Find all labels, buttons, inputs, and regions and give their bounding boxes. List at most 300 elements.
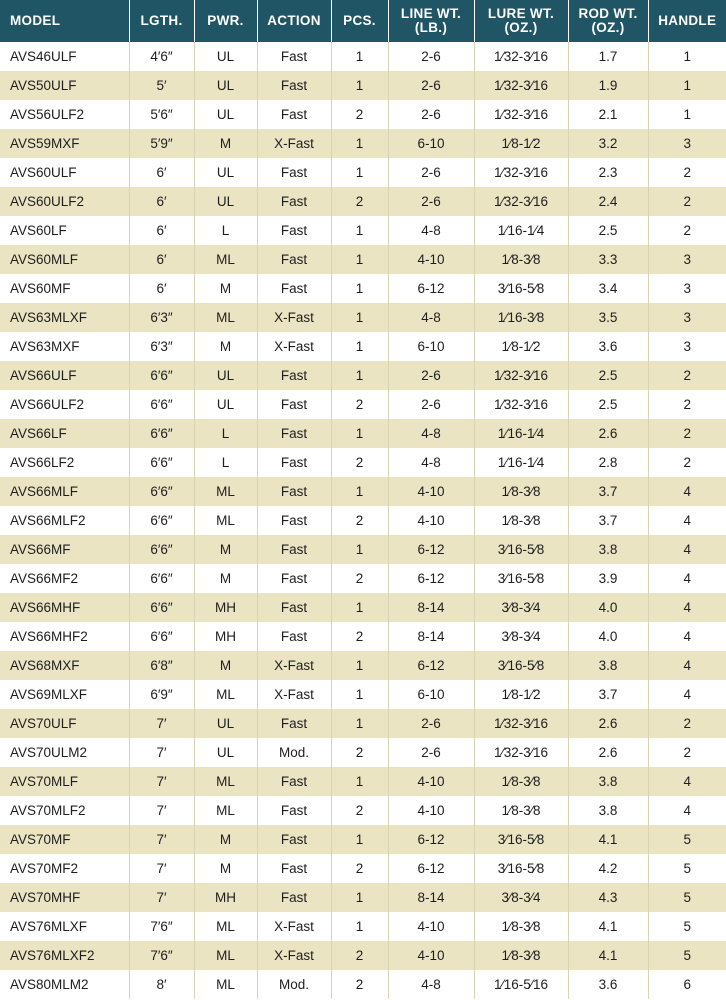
cell-pieces: 1 <box>331 593 388 622</box>
cell-rod-weight: 3.8 <box>568 651 648 680</box>
cell-lure-weight: 1⁄16-1⁄4 <box>474 216 568 245</box>
cell-line-weight: 8-14 <box>388 593 474 622</box>
cell-rod-weight: 3.3 <box>568 245 648 274</box>
cell-length: 7′6″ <box>129 912 194 941</box>
cell-rod-weight: 3.9 <box>568 564 648 593</box>
cell-action: Fast <box>257 854 331 883</box>
cell-power: M <box>194 129 257 158</box>
cell-length: 5′6″ <box>129 100 194 129</box>
cell-length: 6′ <box>129 187 194 216</box>
cell-line-weight: 8-14 <box>388 883 474 912</box>
cell-line-weight: 2-6 <box>388 709 474 738</box>
cell-rod-weight: 1.9 <box>568 71 648 100</box>
cell-action: Fast <box>257 187 331 216</box>
cell-line-weight: 6-12 <box>388 825 474 854</box>
table-row <box>0 593 726 622</box>
cell-power: M <box>194 854 257 883</box>
cell-model: AVS70ULF <box>0 709 129 738</box>
cell-power: ML <box>194 477 257 506</box>
cell-action: X-Fast <box>257 941 331 970</box>
cell-pieces: 2 <box>331 100 388 129</box>
cell-lure-weight: 1⁄8-3⁄8 <box>474 477 568 506</box>
cell-handle: 2 <box>683 165 691 180</box>
cell-action: Fast <box>257 506 331 535</box>
cell-length: 6′6″ <box>129 361 194 390</box>
cell-lure-weight: 3⁄16-5⁄8 <box>474 564 568 593</box>
header-action: ACTION <box>257 0 331 42</box>
header-pieces: PCS. <box>331 0 388 42</box>
cell-line-weight: 2-6 <box>388 361 474 390</box>
cell-line-weight: 4-10 <box>388 912 474 941</box>
table-row <box>0 970 726 999</box>
cell-rod-weight: 2.5 <box>568 361 648 390</box>
cell-line-weight: 4-8 <box>388 970 474 999</box>
cell-model: AVS69MLXF <box>0 680 129 709</box>
cell-length: 6′9″ <box>129 680 194 709</box>
cell-line-weight: 4-10 <box>388 245 474 274</box>
cell-length: 6′8″ <box>129 651 194 680</box>
table-row <box>0 941 726 970</box>
cell-handle: 2 <box>683 745 691 760</box>
cell-model: AVS66MF <box>0 535 129 564</box>
cell-handle: 5 <box>683 890 691 905</box>
table-row <box>0 419 726 448</box>
cell-length: 6′3″ <box>129 303 194 332</box>
cell-power: UL <box>194 100 257 129</box>
cell-pieces: 2 <box>331 970 388 999</box>
cell-pieces: 2 <box>331 738 388 767</box>
cell-pieces: 2 <box>331 854 388 883</box>
cell-pieces: 1 <box>331 129 388 158</box>
cell-model: AVS76MLXF <box>0 912 129 941</box>
cell-rod-weight: 2.6 <box>568 738 648 767</box>
table-row <box>0 129 726 158</box>
header-rod-weight: ROD WT. (OZ.) <box>568 0 648 42</box>
cell-rod-weight: 3.6 <box>568 332 648 361</box>
cell-action: X-Fast <box>257 680 331 709</box>
cell-handle: 4 <box>683 600 691 615</box>
cell-handle: 4 <box>683 542 691 557</box>
cell-lure-weight: 1⁄32-3⁄16 <box>474 709 568 738</box>
table-row <box>0 390 726 419</box>
table-row <box>0 303 726 332</box>
cell-pieces: 1 <box>331 680 388 709</box>
cell-lure-weight: 1⁄16-1⁄4 <box>474 419 568 448</box>
cell-rod-weight: 3.7 <box>568 477 648 506</box>
cell-action: Fast <box>257 100 331 129</box>
cell-action: X-Fast <box>257 651 331 680</box>
cell-rod-weight: 4.1 <box>568 912 648 941</box>
cell-line-weight: 4-8 <box>388 448 474 477</box>
cell-action: Mod. <box>257 970 331 999</box>
cell-length: 6′6″ <box>129 564 194 593</box>
cell-lure-weight: 1⁄32-3⁄16 <box>474 187 568 216</box>
cell-handle: 4 <box>683 774 691 789</box>
cell-lure-weight: 1⁄32-3⁄16 <box>474 42 568 71</box>
cell-handle: 2 <box>683 397 691 412</box>
table-row <box>0 651 726 680</box>
cell-model: AVS63MLXF <box>0 303 129 332</box>
cell-length: 7′ <box>129 883 194 912</box>
cell-handle: 5 <box>683 861 691 876</box>
table-row <box>0 854 726 883</box>
cell-power: ML <box>194 970 257 999</box>
cell-rod-weight: 2.8 <box>568 448 648 477</box>
cell-pieces: 1 <box>331 709 388 738</box>
table-row <box>0 274 726 303</box>
cell-handle: 3 <box>683 281 691 296</box>
cell-power: UL <box>194 709 257 738</box>
cell-handle: 4 <box>683 658 691 673</box>
cell-rod-weight: 2.3 <box>568 158 648 187</box>
cell-action: X-Fast <box>257 912 331 941</box>
cell-action: X-Fast <box>257 332 331 361</box>
cell-lure-weight: 1⁄16-5⁄16 <box>474 970 568 999</box>
cell-pieces: 1 <box>331 274 388 303</box>
cell-handle: 2 <box>683 194 691 209</box>
cell-power: UL <box>194 187 257 216</box>
cell-action: X-Fast <box>257 129 331 158</box>
cell-action: Fast <box>257 245 331 274</box>
cell-handle: 2 <box>683 716 691 731</box>
cell-power: UL <box>194 738 257 767</box>
table-row <box>0 245 726 274</box>
cell-power: ML <box>194 796 257 825</box>
cell-pieces: 1 <box>331 767 388 796</box>
table-row <box>0 187 726 216</box>
cell-handle: 4 <box>683 513 691 528</box>
table-row <box>0 622 726 651</box>
cell-power: UL <box>194 71 257 100</box>
table-row <box>0 767 726 796</box>
table-row <box>0 477 726 506</box>
header-handle: HANDLE <box>648 0 726 42</box>
cell-power: L <box>194 419 257 448</box>
cell-power: ML <box>194 941 257 970</box>
table-row <box>0 535 726 564</box>
cell-rod-weight: 2.4 <box>568 187 648 216</box>
cell-pieces: 1 <box>331 535 388 564</box>
cell-length: 7′ <box>129 738 194 767</box>
cell-rod-weight: 3.6 <box>568 970 648 999</box>
cell-lure-weight: 3⁄16-5⁄8 <box>474 274 568 303</box>
cell-pieces: 1 <box>331 477 388 506</box>
cell-pieces: 2 <box>331 187 388 216</box>
cell-power: ML <box>194 245 257 274</box>
cell-length: 6′ <box>129 274 194 303</box>
cell-handle: 4 <box>683 484 691 499</box>
cell-action: Fast <box>257 709 331 738</box>
cell-line-weight: 4-10 <box>388 796 474 825</box>
cell-action: Fast <box>257 535 331 564</box>
cell-action: Fast <box>257 477 331 506</box>
cell-line-weight: 6-12 <box>388 274 474 303</box>
cell-power: UL <box>194 158 257 187</box>
cell-lure-weight: 1⁄32-3⁄16 <box>474 100 568 129</box>
cell-lure-weight: 3⁄16-5⁄8 <box>474 825 568 854</box>
cell-action: Fast <box>257 825 331 854</box>
cell-pieces: 2 <box>331 564 388 593</box>
cell-line-weight: 6-12 <box>388 535 474 564</box>
header-row <box>0 0 726 42</box>
cell-model: AVS66LF <box>0 419 129 448</box>
cell-rod-weight: 3.8 <box>568 535 648 564</box>
cell-pieces: 1 <box>331 883 388 912</box>
cell-rod-weight: 4.1 <box>568 825 648 854</box>
cell-length: 8′ <box>129 970 194 999</box>
cell-handle: 6 <box>683 977 691 992</box>
cell-lure-weight: 1⁄8-3⁄8 <box>474 245 568 274</box>
table-row <box>0 71 726 100</box>
header-line-weight: LINE WT. (LB.) <box>388 0 474 42</box>
cell-length: 6′6″ <box>129 390 194 419</box>
cell-model: AVS50ULF <box>0 71 129 100</box>
cell-model: AVS66MLF <box>0 477 129 506</box>
cell-length: 6′6″ <box>129 506 194 535</box>
cell-action: X-Fast <box>257 303 331 332</box>
cell-power: M <box>194 825 257 854</box>
cell-action: Fast <box>257 42 331 71</box>
cell-model: AVS56ULF2 <box>0 100 129 129</box>
table-row <box>0 796 726 825</box>
cell-length: 6′ <box>129 245 194 274</box>
cell-line-weight: 4-10 <box>388 506 474 535</box>
cell-power: UL <box>194 390 257 419</box>
cell-handle: 3 <box>683 252 691 267</box>
cell-action: Fast <box>257 419 331 448</box>
table-row <box>0 361 726 390</box>
cell-lure-weight: 3⁄8-3⁄4 <box>474 593 568 622</box>
cell-lure-weight: 1⁄32-3⁄16 <box>474 71 568 100</box>
cell-rod-weight: 2.5 <box>568 390 648 419</box>
cell-length: 7′ <box>129 854 194 883</box>
cell-pieces: 1 <box>331 419 388 448</box>
cell-model: AVS70MLF2 <box>0 796 129 825</box>
cell-power: M <box>194 651 257 680</box>
cell-handle: 3 <box>683 310 691 325</box>
cell-line-weight: 4-10 <box>388 477 474 506</box>
cell-lure-weight: 1⁄8-3⁄8 <box>474 941 568 970</box>
cell-length: 7′ <box>129 825 194 854</box>
cell-power: ML <box>194 912 257 941</box>
cell-model: AVS66LF2 <box>0 448 129 477</box>
cell-handle: 4 <box>683 687 691 702</box>
cell-line-weight: 4-10 <box>388 767 474 796</box>
cell-lure-weight: 1⁄8-1⁄2 <box>474 680 568 709</box>
cell-length: 4′6″ <box>129 42 194 71</box>
cell-power: L <box>194 216 257 245</box>
table-row <box>0 216 726 245</box>
cell-rod-weight: 3.4 <box>568 274 648 303</box>
cell-rod-weight: 4.0 <box>568 622 648 651</box>
cell-line-weight: 4-8 <box>388 303 474 332</box>
cell-line-weight: 2-6 <box>388 738 474 767</box>
cell-length: 6′ <box>129 216 194 245</box>
table-row <box>0 680 726 709</box>
cell-lure-weight: 3⁄8-3⁄4 <box>474 622 568 651</box>
cell-lure-weight: 1⁄8-3⁄8 <box>474 912 568 941</box>
cell-lure-weight: 1⁄16-3⁄8 <box>474 303 568 332</box>
cell-length: 7′ <box>129 709 194 738</box>
cell-length: 5′ <box>129 71 194 100</box>
cell-model: AVS70MF <box>0 825 129 854</box>
cell-lure-weight: 1⁄16-1⁄4 <box>474 448 568 477</box>
cell-lure-weight: 3⁄8-3⁄4 <box>474 883 568 912</box>
table-row <box>0 332 726 361</box>
cell-action: Fast <box>257 361 331 390</box>
cell-model: AVS63MXF <box>0 332 129 361</box>
cell-rod-weight: 1.7 <box>568 42 648 71</box>
cell-rod-weight: 3.5 <box>568 303 648 332</box>
cell-lure-weight: 3⁄16-5⁄8 <box>474 535 568 564</box>
cell-length: 7′6″ <box>129 941 194 970</box>
table-header <box>0 0 726 42</box>
cell-action: Fast <box>257 767 331 796</box>
cell-lure-weight: 1⁄32-3⁄16 <box>474 158 568 187</box>
cell-line-weight: 6-12 <box>388 651 474 680</box>
table-row <box>0 825 726 854</box>
cell-line-weight: 4-10 <box>388 941 474 970</box>
cell-model: AVS70MLF <box>0 767 129 796</box>
cell-power: M <box>194 274 257 303</box>
cell-rod-weight: 2.6 <box>568 419 648 448</box>
cell-action: Fast <box>257 796 331 825</box>
cell-rod-weight: 4.1 <box>568 941 648 970</box>
cell-rod-weight: 2.1 <box>568 100 648 129</box>
cell-rod-weight: 3.8 <box>568 767 648 796</box>
table-row <box>0 883 726 912</box>
cell-action: Fast <box>257 448 331 477</box>
cell-pieces: 2 <box>331 448 388 477</box>
cell-model: AVS46ULF <box>0 42 129 71</box>
cell-handle: 5 <box>683 919 691 934</box>
cell-length: 6′ <box>129 158 194 187</box>
cell-pieces: 1 <box>331 158 388 187</box>
cell-power: M <box>194 332 257 361</box>
cell-line-weight: 2-6 <box>388 187 474 216</box>
cell-rod-weight: 3.7 <box>568 506 648 535</box>
table-row <box>0 100 726 129</box>
cell-lure-weight: 3⁄16-5⁄8 <box>474 854 568 883</box>
cell-power: MH <box>194 622 257 651</box>
cell-action: Fast <box>257 564 331 593</box>
cell-pieces: 2 <box>331 796 388 825</box>
cell-rod-weight: 3.7 <box>568 680 648 709</box>
cell-model: AVS60LF <box>0 216 129 245</box>
cell-line-weight: 2-6 <box>388 71 474 100</box>
cell-model: AVS60ULF <box>0 158 129 187</box>
cell-model: AVS60MF <box>0 274 129 303</box>
table-body <box>0 42 726 999</box>
cell-handle: 2 <box>683 223 691 238</box>
cell-length: 6′6″ <box>129 535 194 564</box>
cell-action: Fast <box>257 593 331 622</box>
cell-power: UL <box>194 361 257 390</box>
cell-lure-weight: 1⁄32-3⁄16 <box>474 738 568 767</box>
cell-model: AVS66MLF2 <box>0 506 129 535</box>
cell-line-weight: 2-6 <box>388 100 474 129</box>
cell-lure-weight: 1⁄8-1⁄2 <box>474 332 568 361</box>
cell-power: M <box>194 564 257 593</box>
cell-pieces: 1 <box>331 71 388 100</box>
cell-power: ML <box>194 680 257 709</box>
cell-line-weight: 2-6 <box>388 158 474 187</box>
cell-pieces: 1 <box>331 245 388 274</box>
cell-model: AVS66ULF2 <box>0 390 129 419</box>
cell-line-weight: 6-12 <box>388 854 474 883</box>
cell-model: AVS66MF2 <box>0 564 129 593</box>
cell-line-weight: 6-12 <box>388 564 474 593</box>
cell-pieces: 1 <box>331 361 388 390</box>
cell-handle: 1 <box>683 78 691 93</box>
table-row <box>0 42 726 71</box>
cell-handle: 4 <box>683 571 691 586</box>
cell-model: AVS60ULF2 <box>0 187 129 216</box>
table-row <box>0 709 726 738</box>
cell-pieces: 1 <box>331 216 388 245</box>
cell-rod-weight: 4.0 <box>568 593 648 622</box>
cell-pieces: 2 <box>331 622 388 651</box>
cell-line-weight: 6-10 <box>388 680 474 709</box>
table-row <box>0 158 726 187</box>
header-length: LGTH. <box>129 0 194 42</box>
cell-model: AVS66MHF2 <box>0 622 129 651</box>
cell-power: ML <box>194 767 257 796</box>
cell-line-weight: 6-10 <box>388 129 474 158</box>
cell-lure-weight: 1⁄8-3⁄8 <box>474 767 568 796</box>
cell-action: Fast <box>257 883 331 912</box>
cell-model: AVS76MLXF2 <box>0 941 129 970</box>
cell-power: MH <box>194 883 257 912</box>
cell-action: Fast <box>257 622 331 651</box>
cell-length: 6′3″ <box>129 332 194 361</box>
cell-handle: 1 <box>683 107 691 122</box>
cell-pieces: 2 <box>331 390 388 419</box>
cell-model: AVS59MXF <box>0 129 129 158</box>
cell-handle: 2 <box>683 368 691 383</box>
cell-model: AVS70MF2 <box>0 854 129 883</box>
cell-model: AVS70MHF <box>0 883 129 912</box>
cell-power: M <box>194 535 257 564</box>
cell-action: Fast <box>257 71 331 100</box>
cell-action: Fast <box>257 274 331 303</box>
table-row <box>0 448 726 477</box>
cell-length: 6′6″ <box>129 477 194 506</box>
cell-length: 6′6″ <box>129 419 194 448</box>
cell-pieces: 1 <box>331 825 388 854</box>
cell-power: UL <box>194 42 257 71</box>
cell-lure-weight: 1⁄8-1⁄2 <box>474 129 568 158</box>
cell-handle: 5 <box>683 948 691 963</box>
cell-length: 6′6″ <box>129 622 194 651</box>
cell-action: Mod. <box>257 738 331 767</box>
table-row <box>0 564 726 593</box>
cell-handle: 4 <box>683 803 691 818</box>
cell-line-weight: 2-6 <box>388 42 474 71</box>
cell-pieces: 2 <box>331 506 388 535</box>
cell-model: AVS60MLF <box>0 245 129 274</box>
cell-handle: 2 <box>683 426 691 441</box>
cell-lure-weight: 1⁄32-3⁄16 <box>474 361 568 390</box>
cell-power: ML <box>194 303 257 332</box>
cell-handle: 3 <box>683 339 691 354</box>
cell-line-weight: 8-14 <box>388 622 474 651</box>
cell-rod-weight: 3.8 <box>568 796 648 825</box>
cell-rod-weight: 3.2 <box>568 129 648 158</box>
cell-rod-weight: 4.3 <box>568 883 648 912</box>
cell-pieces: 2 <box>331 941 388 970</box>
cell-pieces: 1 <box>331 332 388 361</box>
